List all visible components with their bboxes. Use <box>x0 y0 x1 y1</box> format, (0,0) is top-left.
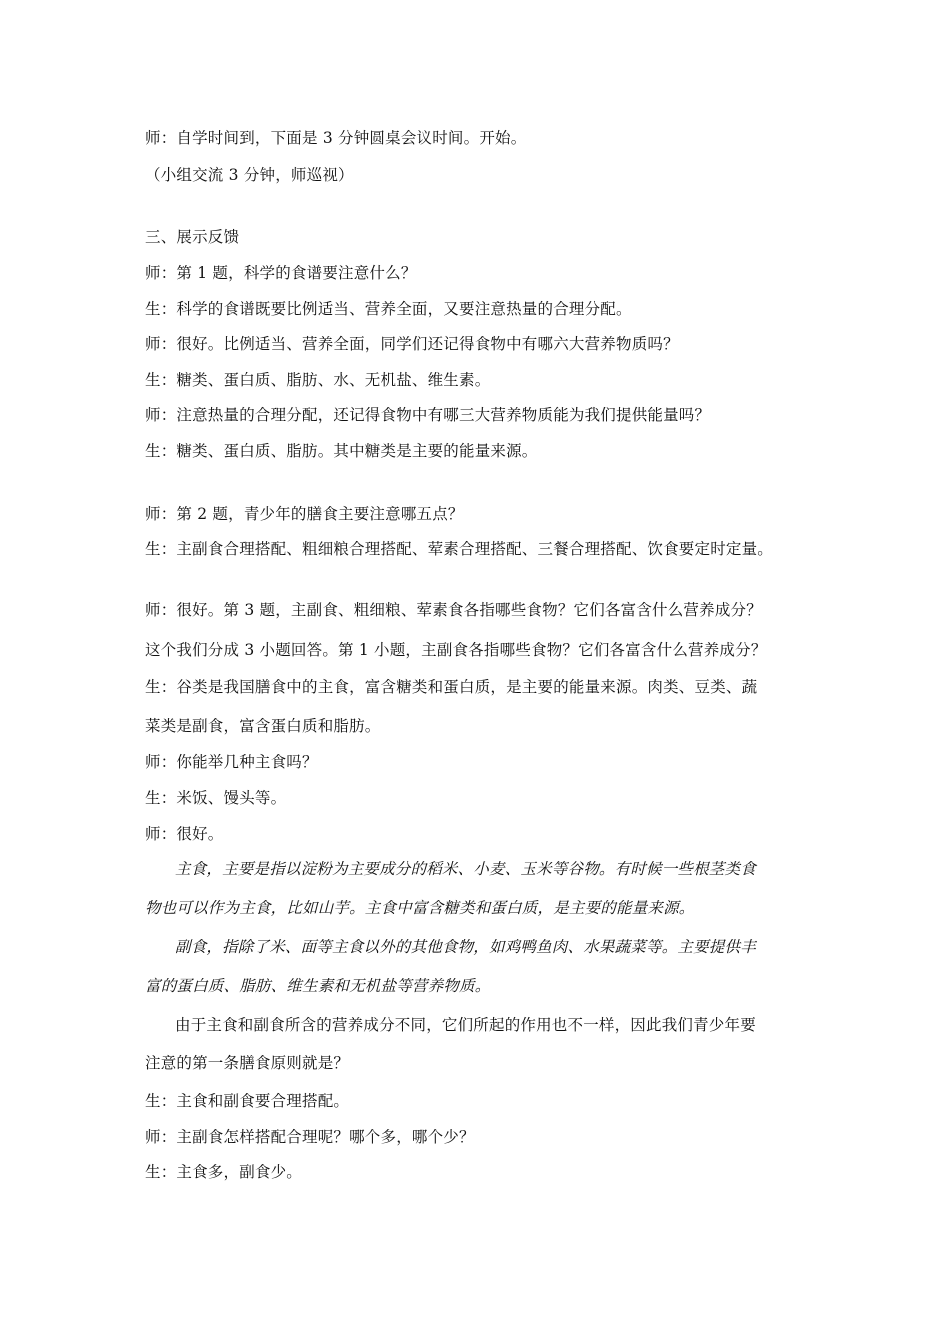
dialogue-line: 生：谷类是我国膳食中的主食，富含糖类和蛋白质，是主要的能量来源。肉类、豆类、蔬 <box>145 678 758 696</box>
stage-note: （小组交流 3 分钟，师巡视） <box>145 166 354 184</box>
dialogue-line: 这个我们分成 3 小题回答。第 1 小题，主副食各指哪些食物？它们各富含什么营养成分？ <box>145 641 767 659</box>
dialogue-line: 师：你能举几种主食吗？ <box>145 753 318 771</box>
dialogue-line: 师：很好。 <box>145 825 224 843</box>
dialogue-line: 生：主食和副食要合理搭配。 <box>145 1092 350 1110</box>
body-paragraph: 注意的第一条膳食原则就是？ <box>145 1054 350 1072</box>
section-heading: 三、展示反馈 <box>145 228 240 246</box>
dialogue-line: 师：第 1 题，科学的食谱要注意什么？ <box>145 264 417 282</box>
dialogue-line: 生：糖类、蛋白质、脂肪。其中糖类是主要的能量来源。 <box>145 442 538 460</box>
dialogue-line: 师：很好。第 3 题，主副食、粗细粮、荤素食各指哪些食物？它们各富含什么营养成分？ <box>145 601 762 619</box>
dialogue-line: 菜类是副食，富含蛋白质和脂肪。 <box>145 717 381 735</box>
dialogue-line: 师：第 2 题，青少年的膳食主要注意哪五点？ <box>145 505 464 523</box>
explanation-paragraph: 物也可以作为主食，比如山芋。主食中富含糖类和蛋白质，是主要的能量来源。 <box>145 899 695 917</box>
dialogue-line: 生：科学的食谱既要比例适当、营养全面，又要注意热量的合理分配。 <box>145 300 632 318</box>
dialogue-line: 生：米饭、馒头等。 <box>145 789 287 807</box>
dialogue-line: 师：主副食怎样搭配合理呢？哪个多，哪个少？ <box>145 1128 475 1146</box>
explanation-paragraph: 富的蛋白质、脂肪、维生素和无机盐等营养物质。 <box>145 977 491 995</box>
explanation-paragraph: 主食，主要是指以淀粉为主要成分的稻米、小麦、玉米等谷物。有时候一些根茎类食 <box>175 860 756 878</box>
dialogue-line: 师：很好。比例适当、营养全面，同学们还记得食物中有哪六大营养物质吗？ <box>145 335 679 353</box>
dialogue-line: 师：自学时间到，下面是 3 分钟圆桌会议时间。开始。 <box>145 129 527 147</box>
dialogue-line: 生：主副食合理搭配、粗细粮合理搭配、荤素合理搭配、三餐合理搭配、饮食要定时定量。 <box>145 540 774 558</box>
explanation-paragraph: 副食，指除了米、面等主食以外的其他食物，如鸡鸭鱼肉、水果蔬菜等。主要提供丰 <box>175 938 756 956</box>
dialogue-line: 生：糖类、蛋白质、脂肪、水、无机盐、维生素。 <box>145 371 491 389</box>
body-paragraph: 由于主食和副食所含的营养成分不同，它们所起的作用也不一样，因此我们青少年要 <box>175 1016 756 1034</box>
dialogue-line: 师：注意热量的合理分配，还记得食物中有哪三大营养物质能为我们提供能量吗？ <box>145 406 711 424</box>
dialogue-line: 生：主食多，副食少。 <box>145 1163 303 1181</box>
